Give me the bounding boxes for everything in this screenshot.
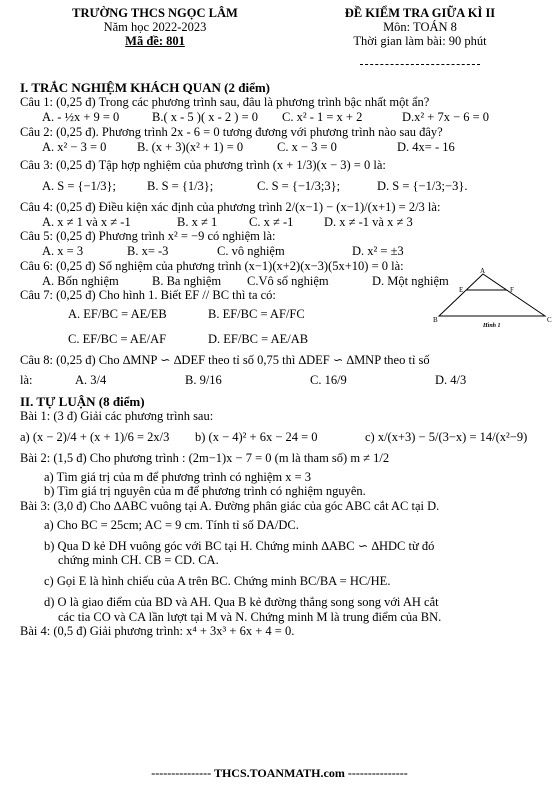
problem-item: c) Gọi E là hình chiếu của A trên BC. Chứng minh BC/BA = HC/HE.	[44, 574, 391, 589]
problem-item: b) (x − 4)² + 6x − 24 = 0	[195, 430, 318, 445]
option: A. - ½x + 9 = 0	[42, 110, 120, 125]
problem-item: chứng minh CH. CB = CD. CA.	[58, 553, 219, 568]
option: A. S = {−1/3};	[42, 179, 117, 194]
question-5: Câu 5: (0,25 đ) Phương trình x² = −9 có nghiệm là:	[20, 229, 276, 244]
option: là:	[20, 373, 33, 388]
question-2-options	[20, 140, 545, 155]
problem-1-items	[20, 430, 545, 445]
problem-item: c) x/(x+3) − 5/(3−x) = 14/(x²−9)	[365, 430, 528, 445]
part1-title: I. TRẮC NGHIỆM KHÁCH QUAN (2 điểm)	[20, 80, 271, 95]
problem-item: các tia CO và CA lần lượt tại M và N. Chứng minh M là trung điểm của BN.	[58, 609, 442, 624]
label-c: C	[547, 316, 552, 324]
exam-title: ĐỀ KIỂM TRA GIỮA KÌ II	[344, 6, 496, 20]
label-e: E	[459, 286, 464, 294]
option: B. x= -3	[127, 244, 169, 259]
triangle-abc	[439, 274, 545, 316]
option: D. Một nghiệm	[372, 273, 449, 288]
figure-1-triangle	[433, 268, 553, 328]
option: D. x ≠ -1 và x ≠ 3	[324, 214, 413, 229]
option: C. vô nghiệm	[217, 244, 285, 259]
option: D. 4/3	[435, 373, 467, 388]
option: A. x² − 3 = 0	[42, 139, 107, 154]
header-divider	[360, 50, 480, 65]
problem-item: d) O là giao điểm của BD và AH. Qua B kẻ đường thẳng song song với AH cắt	[44, 594, 439, 609]
figure-caption: Hình 1	[483, 323, 501, 328]
option: C. 16/9	[310, 373, 347, 388]
option: B. x ≠ 1	[177, 214, 218, 229]
school-year: Năm học 2022-2023	[103, 20, 207, 34]
duration: Thời gian làm bài: 90 phút	[353, 34, 487, 48]
option: D.x² + 7x − 6 = 0	[402, 110, 490, 125]
question-7-options-row2	[20, 332, 545, 347]
option: A. x ≠ 1 và x ≠ -1	[42, 214, 131, 229]
question-8-options	[20, 373, 545, 388]
exam-header	[0, 6, 559, 78]
exam-body	[20, 78, 545, 639]
problem-2: Bài 2: (1,5 đ) Cho phương trình : (2m−1)x − 7 = 0 (m là tham số) m ≠ 1/2	[20, 450, 390, 465]
footer: --------------- THCS.TOANMATH.com ---------------	[151, 765, 408, 780]
option: C. x ≠ -1	[249, 214, 294, 229]
question-4: Câu 4: (0,25 đ) Điều kiện xác định của phương trình 2/(x−1) − (x−1)/(x+1) = 2/3 là:	[20, 199, 441, 214]
label-f: F	[510, 286, 514, 294]
exam-info	[300, 6, 540, 65]
school-info	[60, 6, 250, 48]
option: C. x − 3 = 0	[277, 139, 337, 154]
option: A. Bốn nghiệm	[42, 273, 119, 288]
option: B. (x + 3)(x² + 1) = 0	[137, 139, 244, 154]
question-4-options	[20, 215, 545, 230]
question-1-options	[20, 110, 545, 125]
question-3-options	[20, 179, 545, 194]
problem-4: Bài 4: (0,5 đ) Giải phương trình: x⁴ + 3x³ + 6x + 4 = 0.	[20, 624, 295, 639]
option: A. 3/4	[75, 373, 107, 388]
option: A. x = 3	[42, 244, 84, 259]
option: C.Vô số nghiệm	[247, 273, 329, 288]
question-8: Câu 8: (0,25 đ) Cho ∆MNP ∽ ∆DEF theo tỉ số 0,75 thì ∆DEF ∽ ∆MNP theo tỉ số	[20, 352, 430, 367]
question-2: Câu 2: (0,25 đ). Phương trình 2x - 6 = 0 tương đương với phương trình nào sau đây?	[20, 124, 443, 139]
label-a: A	[480, 268, 486, 275]
problem-3: Bài 3: (3,0 đ) Cho ∆ABC vuông tại A. Đường phân giác của góc ABC cắt AC tại D.	[20, 499, 440, 514]
part2-title: II. TỰ LUẬN (8 điểm)	[20, 394, 145, 410]
option: B.( x - 5 )( x - 2 ) = 0	[152, 110, 258, 125]
subject: Môn: TOÁN 8	[383, 20, 457, 34]
option: C. S = {−1/3;3};	[257, 179, 341, 194]
problem-item: a) Cho BC = 25cm; AC = 9 cm. Tính tỉ số DA/DC.	[44, 517, 299, 532]
problem-item: a) (x − 2)/4 + (x + 1)/6 = 2x/3	[20, 430, 170, 445]
option: D. x² = ±3	[352, 244, 404, 259]
label-b: B	[433, 316, 438, 324]
question-1: Câu 1: (0,25 đ) Trong các phương trình sau, đâu là phương trình bậc nhất một ẩn?	[20, 95, 430, 110]
problem-item: a) Tìm giá trị của m để phương trình có nghiệm x = 3	[44, 469, 312, 484]
option: C. x² - 1 = x + 2	[282, 110, 363, 125]
question-3: Câu 3: (0,25 đ) Tập hợp nghiệm của phương trình (x + 1/3)(x − 3) = 0 là:	[20, 158, 386, 173]
problem-1: Bài 1: (3 đ) Giải các phương trình sau:	[20, 409, 214, 424]
question-6: Câu 6: (0,25 đ) Số nghiệm của phương trình (x−1)(x+2)(x−3)(5x+10) = 0 là:	[20, 258, 404, 273]
exam-code: Mã đề: 801	[125, 34, 185, 48]
option: C. EF/BC = AE/AF	[68, 331, 167, 346]
option: B. S = {1/3};	[147, 179, 214, 194]
question-5-options	[20, 244, 545, 259]
option: A. EF/BC = AE/EB	[68, 307, 167, 322]
school-name: TRƯỜNG THCS NGỌC LÂM	[72, 6, 238, 20]
option: B. EF/BC = AF/FC	[208, 307, 305, 322]
option: B. 9/16	[185, 373, 222, 388]
problem-item: b) Qua D kẻ DH vuông góc với BC tại H. Chứng minh ∆ABC ∽ ∆HDC từ đó	[44, 538, 435, 553]
problem-item: b) Tìm giá trị nguyên của m để phương trình có nghiệm nguyên.	[44, 484, 366, 499]
option: D. 4x= - 16	[397, 139, 455, 154]
option: B. Ba nghiệm	[152, 273, 222, 288]
question-7: Câu 7: (0,25 đ) Cho hình 1. Biết EF // BC thì ta có:	[20, 288, 276, 303]
option: D. EF/BC = AE/AB	[208, 331, 309, 346]
option: D. S = {−1/3;−3}.	[377, 179, 468, 194]
